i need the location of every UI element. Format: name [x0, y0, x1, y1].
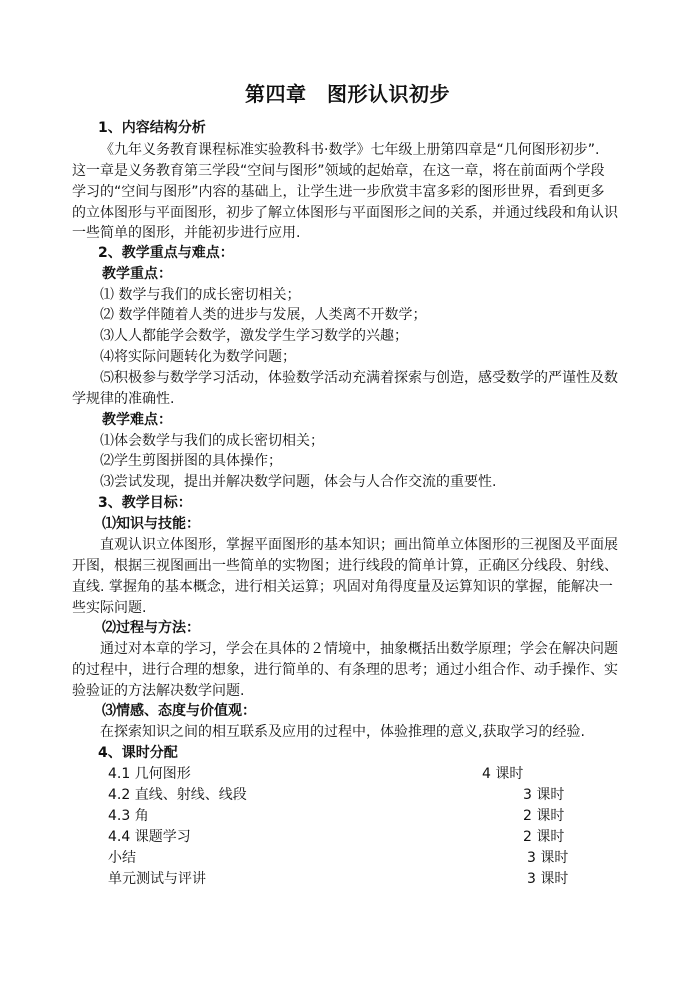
key-point-item: ⑷将实际问题转化为数学问题；: [100, 349, 296, 365]
emotion-label: ⑶情感、态度与价值观：: [102, 703, 256, 719]
key-points-label: 教学重点：: [102, 266, 172, 282]
process-label: ⑵过程与方法：: [102, 620, 200, 636]
knowledge-line: 开图，根据三视图画出一些简单的实物图；进行线段的简单计算，正确区分线段、射线、: [72, 558, 618, 574]
section-2-heading: 2、教学重点与难点：: [98, 245, 234, 261]
key-point-item: ⑶人人都能学会数学，激发学生学习数学的兴趣；: [100, 328, 408, 344]
section-1-heading: 1、内容结构分析: [98, 120, 206, 136]
knowledge-line: 些实际问题.: [72, 600, 147, 616]
lesson-hours: 3 课时: [527, 871, 569, 887]
lesson-name: 4.1 几何图形: [108, 766, 191, 782]
lesson-hours: 2 课时: [523, 808, 565, 824]
lesson-name: 4.4 课题学习: [108, 829, 191, 845]
lesson-name: 4.2 直线、射线、线段: [108, 787, 247, 803]
process-line: 通过对本章的学习，学会在具体的２情境中，抽象概括出数学原理；学会在解决问题: [100, 641, 618, 657]
emotion-line: 在探索知识之间的相互联系及应用的过程中，体验推理的意义,获取学习的经验.: [100, 724, 585, 740]
lesson-hours: 2 课时: [523, 829, 565, 845]
process-line: 验验证的方法解决数学问题.: [72, 683, 245, 699]
lesson-name: 单元测试与评讲: [108, 871, 206, 887]
difficulty-item: ⑵学生剪图拼图的具体操作；: [100, 453, 282, 469]
chapter-title: 第四章 图形认识初步: [245, 82, 450, 106]
key-point-item: ⑴ 数学与我们的成长密切相关；: [100, 287, 301, 303]
difficulty-item: ⑴体会数学与我们的成长密切相关；: [100, 433, 324, 449]
s1-line: 《九年义务教育课程标准实验教科书·数学》七年级上册第四章是“几何图形初步”.: [100, 142, 600, 158]
lesson-name: 4.3 角: [108, 808, 149, 824]
knowledge-line: 直线. 掌握角的基本概念，进行相关运算；巩固对角得度量及运算知识的掌握，能解决一: [72, 579, 613, 595]
s1-line: 的立体图形与平面图形，初步了解立体图形与平面图形之间的关系，并通过线段和角认识: [72, 205, 618, 221]
lesson-name: 小结: [108, 850, 136, 866]
key-point-item: ⑵ 数学伴随着人类的进步与发展，人类离不开数学；: [100, 307, 427, 323]
section-3-heading: 3、教学目标：: [98, 495, 192, 511]
lesson-hours: 4 课时: [482, 766, 524, 782]
key-point-item: ⑸积极参与数学学习活动，体验数学活动充满着探索与创造，感受数学的严谨性及数: [100, 370, 618, 386]
lesson-hours: 3 课时: [523, 787, 565, 803]
s1-line: 这一章是义务教育第三学段“空间与图形”领域的起始章，在这一章，将在前面两个学段: [72, 163, 605, 179]
process-line: 的过程中，进行合理的想象，进行简单的、有条理的思考；通过小组合作、动手操作、实: [72, 662, 618, 678]
knowledge-line: 直观认识立体图形，掌握平面图形的基本知识；画出简单立体图形的三视图及平面展: [100, 537, 618, 553]
s1-line: 学习的“空间与图形”内容的基础上，让学生进一步欣赏丰富多彩的图形世界，看到更多: [72, 184, 605, 200]
knowledge-label: ⑴知识与技能：: [102, 516, 200, 532]
difficulty-item: ⑶尝试发现，提出并解决数学问题，体会与人合作交流的重要性.: [100, 474, 497, 490]
lesson-hours: 3 课时: [527, 850, 569, 866]
key-point-item: 学规律的准确性.: [72, 391, 175, 407]
section-4-heading: 4、课时分配: [98, 745, 178, 761]
difficulty-label: 教学难点：: [102, 412, 172, 428]
s1-line: 一些简单的图形，并能初步进行应用.: [72, 225, 301, 241]
